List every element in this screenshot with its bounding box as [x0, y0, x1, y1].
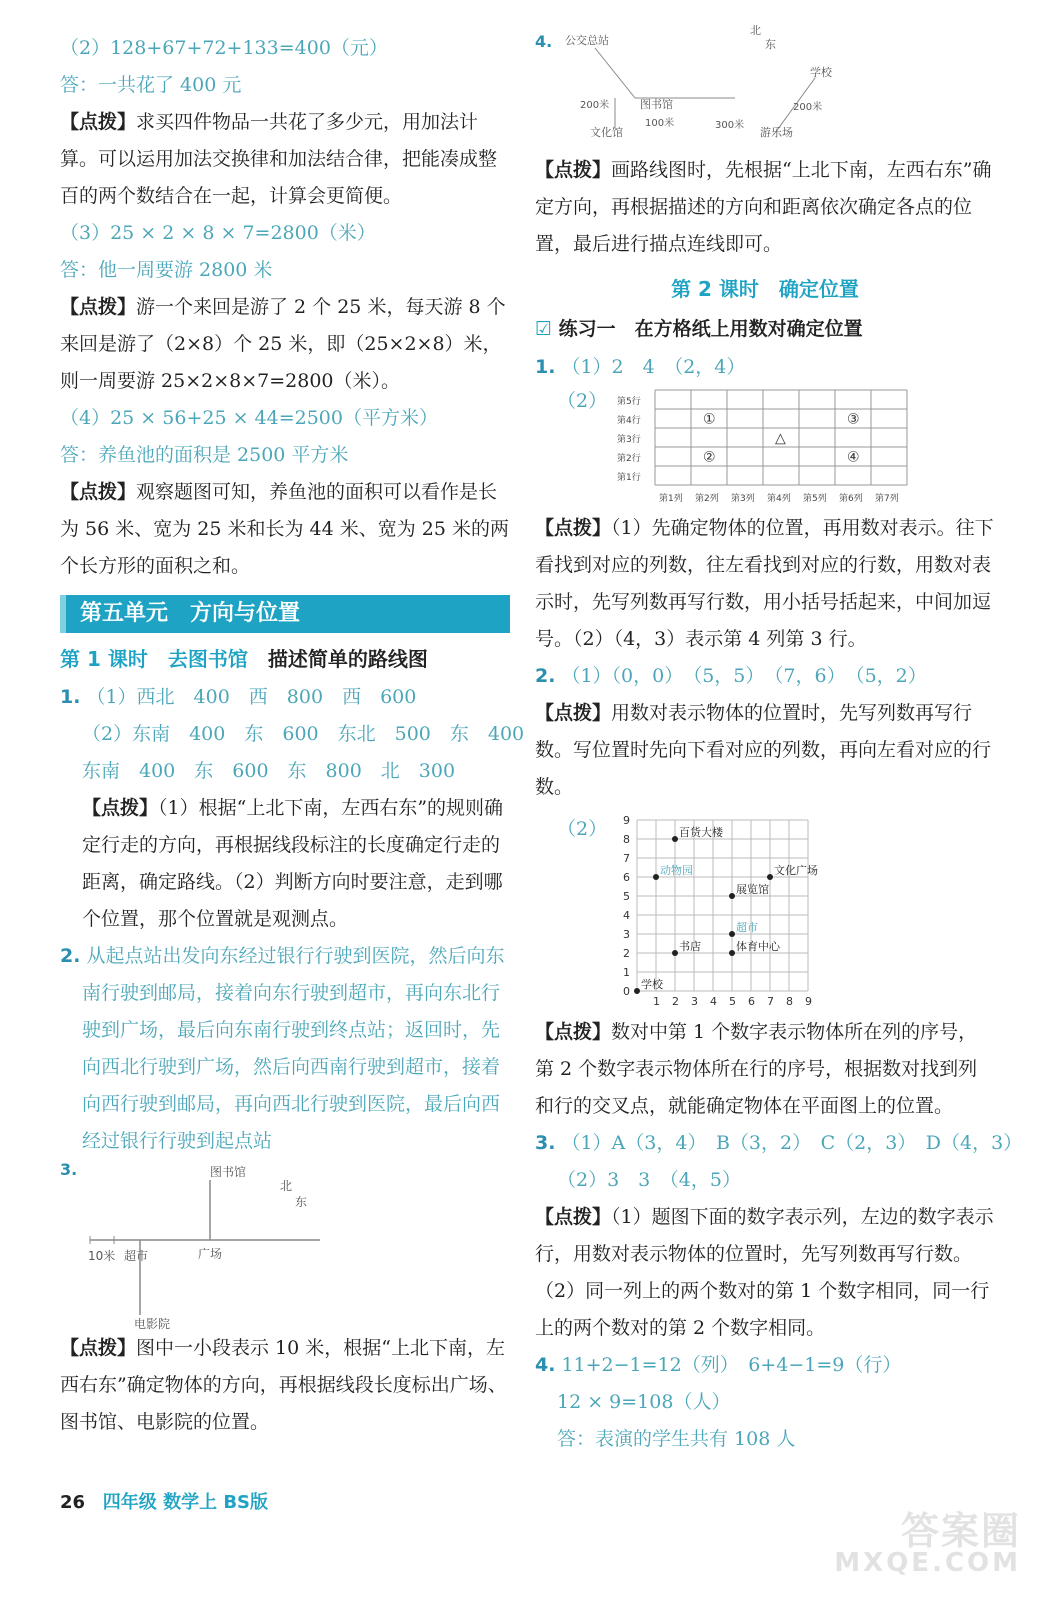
exercise-title: ☑ 练习一 在方格纸上用数对确定位置 [535, 318, 863, 340]
svg-text:100米: 100米 [645, 118, 675, 129]
route-map-svg [70, 1160, 510, 1330]
y-tick: 9 [623, 814, 630, 827]
grid-point [672, 836, 678, 842]
y-tick: 4 [623, 909, 630, 922]
svg-text:300米: 300米 [715, 120, 745, 131]
row-label: 第4行 [617, 416, 641, 426]
hint-paragraph: 【点拨】（1）题图下面的数字表示列，左边的数字表示行，用数对表示物体的位置时，先写列数再写行数。（2）同一列上的两个数对的第 1 个数字相同，同一行上的两个数对的第 2 个数字相同。 [535, 1206, 994, 1339]
svg-text:200米: 200米 [580, 100, 610, 111]
svg-text:学校: 学校 [810, 66, 832, 79]
place-label: 文化广场 [774, 864, 818, 877]
q4-figure: 4. 公交总站 北 东 学校 200米 图书馆 100米 300米 文化馆 200米 游乐场 [535, 18, 995, 138]
grid-point [729, 950, 735, 956]
hint-paragraph: 【点拨】图中一小段表示 10 米，根据“上北下南，左西右东”确定物体的方向，再根据线段长度标出广场、图书馆、电影院的位置。 [60, 1337, 507, 1433]
left-column [60, 30, 525, 1441]
y-tick: 0 [623, 985, 630, 998]
svg-text:北: 北 [750, 24, 761, 37]
watermark: 答案圈 [900, 1509, 1021, 1553]
hint-paragraph: 【点拨】画路线图时，先根据“上北下南，左西右东”确定方向，再根据描述的方向和距离依次确定各点的位置，最后进行描点连线即可。 [535, 159, 992, 255]
grid-mark: ② [703, 449, 716, 466]
grid1-svg [615, 386, 975, 510]
svg-text:文化馆: 文化馆 [590, 126, 623, 138]
place-label: 超市 [736, 921, 758, 934]
grid2-block: （2） 9 8 7 6 5 4 3 2 1 0 1 2 3 4 5 6 7 8 9 百货大楼 动物园 文化广场 展览馆 超市 书店 体育中心 学校 [535, 814, 995, 1014]
x-tick: 6 [748, 995, 755, 1008]
north-label: 北 [280, 1179, 293, 1193]
library-label: 图书馆 [210, 1165, 247, 1179]
right-column [535, 18, 1023, 1458]
grid-mark: ③ [847, 411, 860, 428]
grid1-block: （2） 第5行 第4行 第3行 第2行 第1行 第1列 第2列 第3列 第4列 第5列 第6列 第7列 ① ② ③ ④ △ [535, 386, 995, 510]
grid-point [767, 874, 773, 880]
grid-point [729, 893, 735, 899]
market-label: 超市 [124, 1249, 149, 1263]
q3-figure: 3. 图书馆 北 东 10米 超市 广场 电影院 [60, 1160, 510, 1330]
answer-line: （4）25 × 56+25 × 44=2500（平方米） [60, 407, 438, 429]
grid-point [653, 874, 659, 880]
x-tick: 7 [767, 995, 774, 1008]
r4-line: 12 × 9=108（人） [557, 1391, 731, 1413]
q1-line: （2）东南 400 东 600 东北 500 东 400 [82, 723, 525, 745]
r4-line: 答：表演的学生共有 108 人 [557, 1428, 796, 1450]
lesson-title: 第 1 课时 去图书馆 描述简单的路线图 [60, 647, 428, 671]
x-tick: 9 [805, 995, 812, 1008]
place-label: 动物园 [660, 864, 693, 877]
svg-text:200米: 200米 [793, 102, 823, 113]
grid-point [729, 931, 735, 937]
place-label: 百货大楼 [679, 826, 723, 839]
x-tick: 1 [653, 995, 660, 1008]
svg-text:公交总站: 公交总站 [565, 34, 609, 47]
place-label: 展览馆 [736, 883, 769, 896]
x-tick: 5 [729, 995, 736, 1008]
y-tick: 3 [623, 928, 630, 941]
r1-line: 1. （1）2 4 （2，4） [535, 356, 746, 378]
east-label: 东 [295, 1195, 308, 1209]
grid-mark: ④ [847, 449, 860, 466]
y-tick: 1 [623, 966, 630, 979]
grid-mark: △ [775, 430, 786, 447]
r3-line: （2）3 3 （4，5） [557, 1169, 741, 1191]
y-tick: 2 [623, 947, 630, 960]
hint-paragraph: 【点拨】观察题图可知，养鱼池的面积可以看作是长为 56 米、宽为 25 米和长为 44 米、宽为 25 米的两个长方形的面积之和。 [60, 481, 510, 577]
page-footer [60, 1488, 268, 1514]
q2-answer: 2. 从起点站出发向东经过银行行驶到医院，然后向东南行驶到邮局，接着向东行驶到超市，再向东北行驶到广场，最后向东南行驶到终点站；返回时，先向西北行驶到广场，然后向西南行驶到超市，接着向西行驶到邮局，再向西北行驶到医院，最后向西经过银行行驶到起点站 [60, 945, 505, 1152]
square-label: 广场 [198, 1247, 223, 1261]
x-tick: 8 [786, 995, 793, 1008]
x-tick: 2 [672, 995, 679, 1008]
row-label: 第3行 [617, 435, 641, 445]
answer-line: 答：一共花了 400 元 [60, 74, 242, 96]
r4-line: 4. 11+2−1=12（列） 6+4−1=9（行） [535, 1354, 902, 1376]
unit-banner: 第五单元 方向与位置 ║ [60, 595, 510, 633]
y-tick: 6 [623, 871, 630, 884]
watermark-url: MXQE.COM [834, 1548, 1021, 1578]
col-label: 第4列 [767, 494, 791, 504]
x-tick: 3 [691, 995, 698, 1008]
grid-mark: ① [703, 411, 716, 428]
col-label: 第1列 [659, 494, 683, 504]
answer-line: （2）128+67+72+133=400（元） [60, 37, 388, 59]
y-tick: 5 [623, 890, 630, 903]
page-number: 26 [60, 1492, 86, 1513]
place-label: 体育中心 [736, 940, 780, 953]
hint-paragraph: 【点拨】（1）根据“上北下南，左西右东”的规则确定行走的方向，再根据线段标注的长度确定行走的距离，确定路线。（2）判断方向时要注意，走到哪个位置，那个位置就是观测点。 [82, 797, 504, 930]
x-tick: 4 [710, 995, 717, 1008]
scale-label: 10米 [88, 1249, 116, 1263]
q1-line: 东南 400 东 600 东 800 北 300 [82, 760, 456, 782]
row-label: 第2行 [617, 454, 641, 464]
y-tick: 8 [623, 833, 630, 846]
lesson-title: 第 2 课时 确定位置 [671, 277, 859, 301]
svg-text:游乐场: 游乐场 [760, 126, 793, 138]
grid-point [672, 950, 678, 956]
col-label: 第6列 [839, 494, 863, 504]
hint-paragraph: 【点拨】游一个来回是游了 2 个 25 米，每天游 8 个来回是游了（2×8）个 25 米，即（25×2×8）米，则一周要游 25×2×8×7=2800（米）。 [60, 296, 506, 392]
svg-text:东: 东 [765, 38, 776, 51]
col-label: 第3列 [731, 494, 755, 504]
route-sketch-svg [555, 18, 915, 138]
place-label: 学校 [641, 978, 663, 991]
svg-text:图书馆: 图书馆 [640, 98, 673, 111]
place-label: 书店 [679, 940, 701, 953]
book-title: 四年级 数学上 BS版 [102, 1492, 269, 1513]
col-label: 第2列 [695, 494, 719, 504]
hint-paragraph: 【点拨】数对中第 1 个数字表示物体所在列的序号，第 2 个数字表示物体所在行的序号，根据数对找到列和行的交叉点，就能确定物体在平面图上的位置。 [535, 1021, 978, 1117]
row-label: 第5行 [617, 397, 641, 407]
grid-point [634, 988, 640, 994]
hint-paragraph: 【点拨】求买四件物品一共花了多少元，用加法计算。可以运用加法交换律和加法结合律，把能凑成整百的两个数结合在一起，计算会更简便。 [60, 111, 498, 207]
checkbox-icon: ☑ [535, 318, 553, 340]
q1-line: 1. （1）西北 400 西 800 西 600 [60, 686, 417, 708]
answer-line: （3）25 × 2 × 8 × 7=2800（米） [60, 222, 376, 244]
hint-paragraph: 【点拨】（1）先确定物体的位置，再用数对表示。往下看找到对应的列数，往左看找到对应的行数，用数对表示时，先写列数再写行数，用小括号括起来，中间加逗号。（2）（4，3）表示第 4 列第 3 行。 [535, 517, 994, 650]
col-label: 第7列 [875, 494, 899, 504]
y-tick: 7 [623, 852, 630, 865]
hint-paragraph: 【点拨】用数对表示物体的位置时，先写列数再写行数。写位置时先向下看对应的列数，再向左看对应的行数。 [535, 702, 992, 798]
answer-line: 答：他一周要游 2800 米 [60, 259, 273, 281]
row-label: 第1行 [617, 473, 641, 483]
cinema-label: 电影院 [134, 1317, 171, 1330]
col-label: 第5列 [803, 494, 827, 504]
r3-line: 3. （1）A（3，4） B（3，2） C（2，3） D（4，3） [535, 1132, 1023, 1154]
r2-line: 2. （1）（0，0） （5，5） （7，6） （5，2） [535, 665, 927, 687]
answer-line: 答：养鱼池的面积是 2500 平方米 [60, 444, 349, 466]
grid2-svg [615, 814, 915, 1014]
